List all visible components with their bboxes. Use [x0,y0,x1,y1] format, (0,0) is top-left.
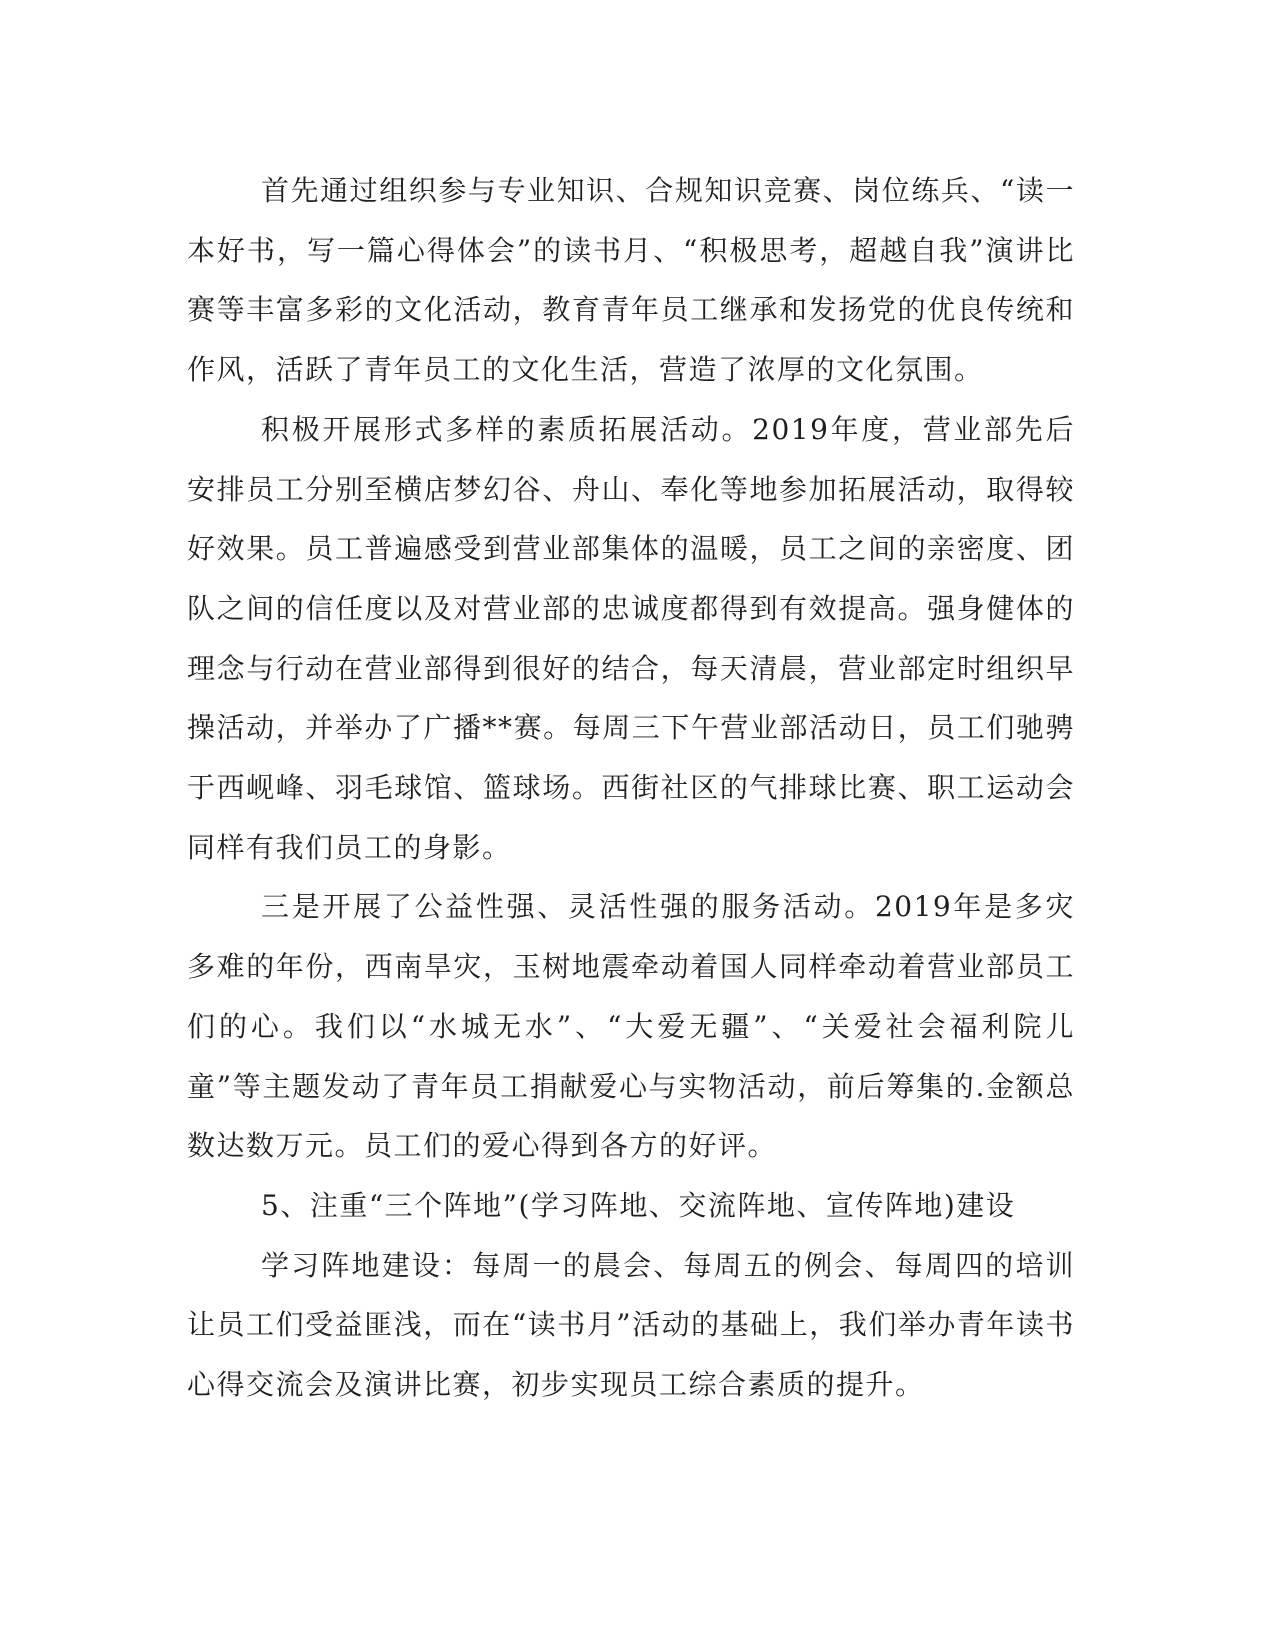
section-heading-three-positions: 5、注重“三个阵地”(学习阵地、交流阵地、宣传阵地)建设 [261,1188,1016,1222]
paragraph-cultural-activities: 首先通过组织参与专业知识、合规知识竞赛、岗位练兵、“读一本好书，写一篇心得体会”的读书月、“积极思考，超越自我”演讲比赛等丰富多彩的文化活动，教育青年员工继承和发扬党的优良传统和作风，活跃了青年员工的文化生活，营造了浓厚的文化氛围。 [187,174,1075,387]
paragraph-expansion-activities: 积极开展形式多样的素质拓展活动。2019年度，营业部先后安排员工分别至横店梦幻谷、舟山、奉化等地参加拓展活动，取得较好效果。员工普遍感受到营业部集体的温暖，员工之间的亲密度、团队之间的信任度以及对营业部的忠诚度都得到有效提高。强身健体的理念与行动在营业部得到很好的结合，每天清晨，营业部定时组织早操活动，并举办了广播**赛。每周三下午营业部活动日，员工们驰骋于西岘峰、羽毛球馆、篮球场。西街社区的气排球比赛、职工运动会同样有我们员工的身影。 [187,412,1075,864]
document-body [187,161,1075,1415]
paragraph-learning-position: 学习阵地建设：每周一的晨会、每周五的例会、每周四的培训让员工们受益匪浅，而在“读书月”活动的基础上，我们举办青年读书心得交流会及演讲比赛，初步实现员工综合素质的提升。 [187,1248,1075,1402]
paragraph-public-service: 三是开展了公益性强、灵活性强的服务活动。2019年是多灾多难的年份，西南旱灾，玉树地震牵动着国人同样牵动着营业部员工们的心。我们以“水城无水”、“大爱无疆”、“关爱社会福利院儿童”等主题发动了青年员工捐献爱心与实物活动，前后筹集的.金额总数达数万元。员工们的爱心得到各方的好评。 [187,890,1075,1163]
